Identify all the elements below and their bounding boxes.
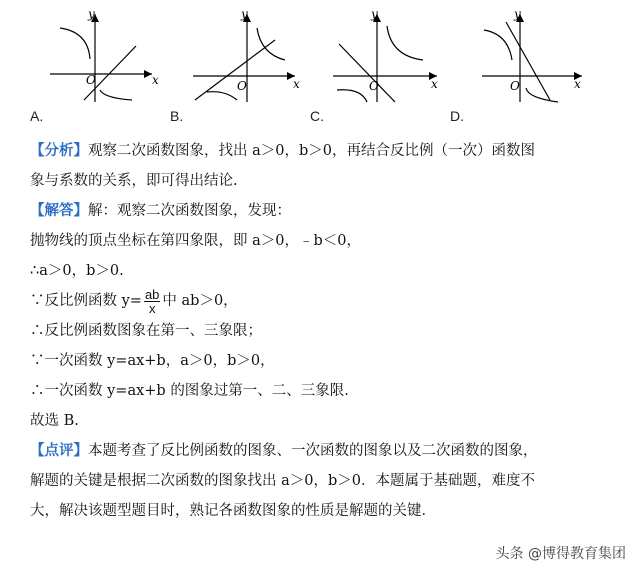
- graph-option-a: [40, 4, 170, 104]
- hyperbola-branch: [100, 90, 132, 100]
- option-label-b: B.: [170, 108, 184, 124]
- analysis-line-2: 象与系数的关系，即可得出结论.: [30, 173, 238, 189]
- origin-label: O: [237, 79, 247, 93]
- solution-tag: 【解答】: [30, 202, 88, 219]
- hyperbola-branch: [207, 92, 237, 100]
- origin-label: O: [369, 79, 379, 93]
- option-label-a: A.: [30, 108, 44, 124]
- comment-line-2: 解题的关键是根据二次函数的图象找出 a＞0，b＞0．本题属于基础题，难度不: [30, 473, 535, 489]
- hyperbola-branch: [526, 88, 558, 102]
- hyperbola-branch: [257, 28, 285, 60]
- answer-options-graphs: [0, 0, 640, 130]
- solution-line-6: ∴一次函数 y=ax+b 的图象过第一、二、三象限.: [30, 383, 349, 399]
- solution-line-3: [30, 286, 630, 316]
- solution-line-1: 抛物线的顶点坐标在第四象限，即 a＞0，﹣b＜0，: [30, 233, 361, 249]
- graph-option-b: [185, 4, 315, 104]
- solution-line-2: ∴a＞0，b＞0.: [30, 263, 124, 279]
- y-axis-label: y: [241, 7, 248, 21]
- hyperbola-branch: [484, 30, 512, 60]
- origin-label: O: [86, 73, 96, 87]
- graph-option-d: [470, 4, 600, 104]
- analysis-line-1: [30, 136, 630, 166]
- option-label-c: C.: [310, 108, 324, 124]
- solution-line-3-post: 中 ab＞0，: [162, 293, 238, 309]
- comment-text: 本题考查了反比例函数的图象、一次函数的图象以及二次函数的图象，: [88, 443, 538, 459]
- solution-text: [30, 136, 630, 526]
- comment-line-1: [30, 436, 630, 466]
- comment-line-3: 大，解决该题型题目时，熟记各函数图象的性质是解题的关键．: [30, 503, 436, 519]
- option-label-d: D.: [450, 108, 464, 124]
- solution-head-line: [30, 196, 630, 226]
- solution-line-5: ∵一次函数 y=ax+b，a＞0，b＞0，: [30, 353, 275, 369]
- solution-line-3-pre: ∵反比例函数 y=: [30, 293, 142, 309]
- y-axis-label: y: [514, 7, 521, 21]
- x-axis-label: x: [293, 77, 300, 91]
- x-axis-label: x: [152, 73, 159, 87]
- fraction-denominator: x: [148, 300, 156, 316]
- y-axis-label: y: [371, 7, 378, 21]
- y-axis-label: y: [88, 7, 95, 21]
- solution-line-4: ∴反比例函数图象在第一、三象限；: [30, 323, 262, 339]
- analysis-tag: 【分析】: [30, 142, 88, 159]
- linear-function-line: [339, 44, 395, 102]
- solution-answer: 故选 B.: [30, 413, 79, 429]
- origin-label: O: [510, 79, 520, 93]
- comment-tag: 【点评】: [30, 442, 88, 459]
- x-axis-label: x: [431, 77, 438, 91]
- fraction-numerator: ab: [144, 286, 160, 302]
- hyperbola-branch: [387, 26, 423, 60]
- hyperbola-branch: [337, 90, 367, 102]
- linear-function-line: [195, 40, 275, 100]
- hyperbola-branch: [60, 28, 90, 59]
- fraction-ab-over-x: [144, 288, 160, 315]
- graph-option-c: [325, 4, 455, 104]
- solution-head: 解：观察二次函数图象，发现：: [88, 203, 291, 219]
- watermark: 头条 @博得教育集团: [495, 546, 626, 562]
- analysis-text: 观察二次函数图象，找出 a＞0，b＞0，再结合反比例（一次）函数图: [88, 143, 535, 159]
- x-axis-label: x: [574, 77, 581, 91]
